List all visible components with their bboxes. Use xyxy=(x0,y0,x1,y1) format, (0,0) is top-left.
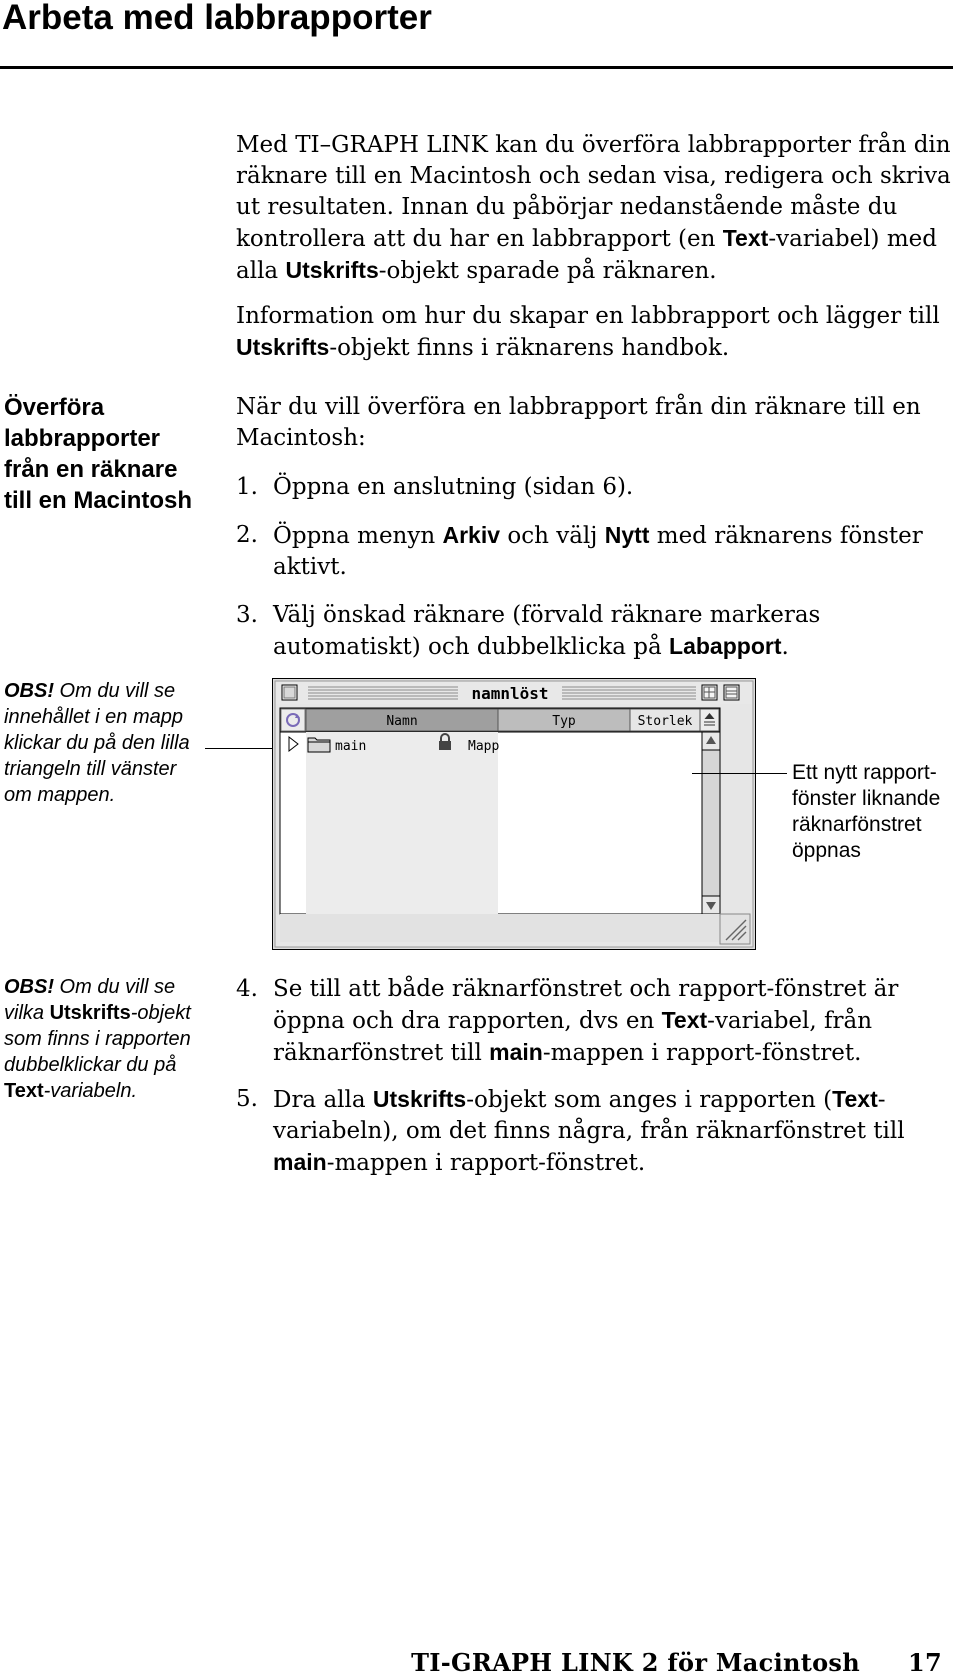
note-1: OBS! Om du vill se innehållet i en mapp klickar du på den lilla triangeln till vänster om mappen. xyxy=(4,680,190,806)
note-2: OBS! Om du vill se vilka Utskrifts-objekt som finns i rapporten dubbelklickar du på Text-variabeln. xyxy=(4,976,191,1102)
refresh-icon[interactable] xyxy=(281,709,305,731)
callout-text: Ett nytt rapport-fönster liknande räknarfönstret öppnas xyxy=(792,761,941,862)
column-header-type[interactable] xyxy=(498,709,630,731)
list-header xyxy=(280,708,720,732)
svg-text:Namn: Namn xyxy=(386,714,418,729)
folder-icon xyxy=(308,738,330,752)
section-lead: När du vill överföra en labbrapport från din räknare till en Macintosh: xyxy=(236,394,921,451)
footer-title: TI-GRAPH LINK 2 för Macintosh xyxy=(411,1648,860,1677)
scroll-up-arrow-icon[interactable] xyxy=(702,732,720,750)
sort-direction-icon[interactable] xyxy=(700,709,719,731)
step-2: 2. Öppna menyn Arkiv och välj Nytt med räknarens fönster aktivt. xyxy=(236,522,923,580)
step-5: 5. Dra alla Utskrifts-objekt som anges i rapporten (Text-variabeln), om det finns några, från räknarfönstret till main-mappen i rapport-fönstret. xyxy=(236,1086,905,1176)
page-number: 17 xyxy=(908,1648,942,1677)
close-box-icon[interactable] xyxy=(282,685,297,700)
step-3: 3. Välj önskad räknare (förvald räknare markeras automatiskt) och dubbelklicka på Labapport. xyxy=(236,602,821,660)
scroll-down-arrow-icon[interactable] xyxy=(702,896,720,914)
collapse-box-icon[interactable] xyxy=(724,685,739,700)
page-title: Arbeta med labbrapporter xyxy=(2,0,432,37)
column-header-name[interactable] xyxy=(306,709,498,731)
svg-text:Storlek: Storlek xyxy=(637,714,693,729)
window-title: namnlöst xyxy=(471,684,549,703)
column-header-size[interactable] xyxy=(630,709,700,731)
step-1: 1. Öppna en anslutning (sidan 6). xyxy=(236,474,634,500)
vertical-scrollbar[interactable] xyxy=(702,732,720,914)
page-footer xyxy=(411,1648,942,1677)
section-heading: Överföra labbrapporter från en räknare till en Macintosh xyxy=(4,394,193,514)
svg-text:main: main xyxy=(335,739,367,754)
step-4: 4. Se till att både räknarfönstret och rapport-fönstret är öppna och dra rapporten, dvs en Text-variabel, från räknarfönstret till main-mappen i rapport-fönstret. xyxy=(236,976,899,1066)
intro-paragraph-1: Med TI–GRAPH LINK kan du överföra labbrapporter från din räknare till en Macintosh och sedan visa, redigera och skriva ut resultaten. Innan du påbörjar nedanstående måste du kontrollera att du har en labbrapport (en Text-variabel) med alla Utskrifts-objekt sparade på räknaren. xyxy=(236,132,951,284)
zoom-box-icon[interactable] xyxy=(702,685,717,700)
report-window[interactable] xyxy=(272,678,756,950)
svg-text:Typ: Typ xyxy=(552,714,576,729)
resize-grip-icon[interactable] xyxy=(720,914,750,944)
intro-paragraph-2: Information om hur du skapar en labbrapport och lägger till Utskrifts-objekt finns i räknarens handbok. xyxy=(236,303,940,361)
svg-text:Mapp: Mapp xyxy=(468,739,500,754)
callout-leader-line xyxy=(692,773,787,774)
title-rule xyxy=(0,66,953,69)
